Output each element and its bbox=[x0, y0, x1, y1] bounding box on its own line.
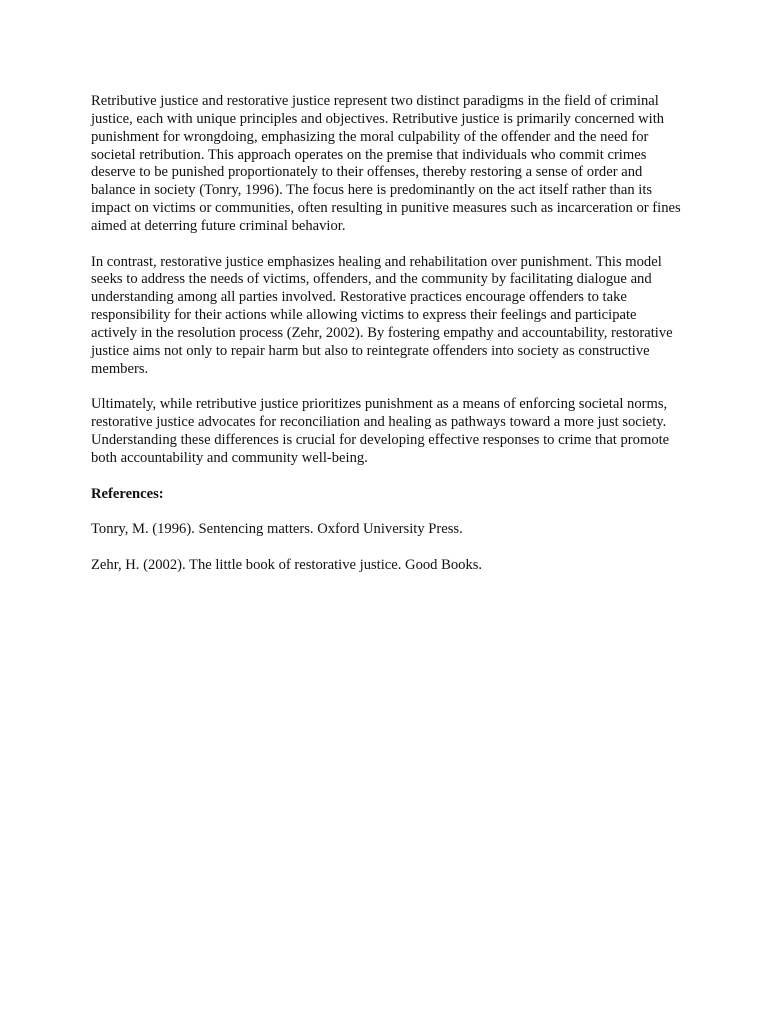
reference-tonry: Tonry, M. (1996). Sentencing matters. Oxford University Press. bbox=[91, 521, 463, 538]
reference-zehr: Zehr, H. (2002). The little book of restorative justice. Good Books. bbox=[91, 556, 483, 573]
paragraph-retributive-justice: Retributive justice and restorative justice represent two distinct paradigms in the field of criminal justice, each with unique principles and objectives. Retributive justice is primarily concerned with punishment for wrongdoing, emphasizing the moral culpability of the offender and the need for societal retribution. This approach operates on the premise that individuals who commit crimes deserve to be punished proportionately to their offenses, thereby restoring a sense of order and balance in society (Tonry, 1996). The focus here is predominantly on the act itself rather than its impact on victims or communities, often resulting in punitive measures such as incarceration or fines aimed at deterring future criminal behavior. bbox=[91, 93, 681, 234]
document-body bbox=[91, 93, 683, 593]
references-heading: References: bbox=[91, 485, 164, 502]
paragraph-restorative-justice: In contrast, restorative justice emphasizes healing and rehabilitation over punishment. This model seeks to address the needs of victims, offenders, and the community by facilitating dialogue and understanding among all parties involved. Restorative practices encourage offenders to take responsibility for their actions while allowing victims to express their feelings and participate actively in the resolution process (Zehr, 2002). By fostering empathy and accountability, restorative justice aims not only to repair harm but also to reintegrate offenders into society as constructive members. bbox=[91, 253, 673, 377]
paragraph-conclusion: Ultimately, while retributive justice prioritizes punishment as a means of enforcing societal norms, restorative justice advocates for reconciliation and healing as pathways toward a more just society. Understanding these differences is crucial for developing effective responses to crime that promote both accountability and community well-being. bbox=[91, 396, 670, 466]
